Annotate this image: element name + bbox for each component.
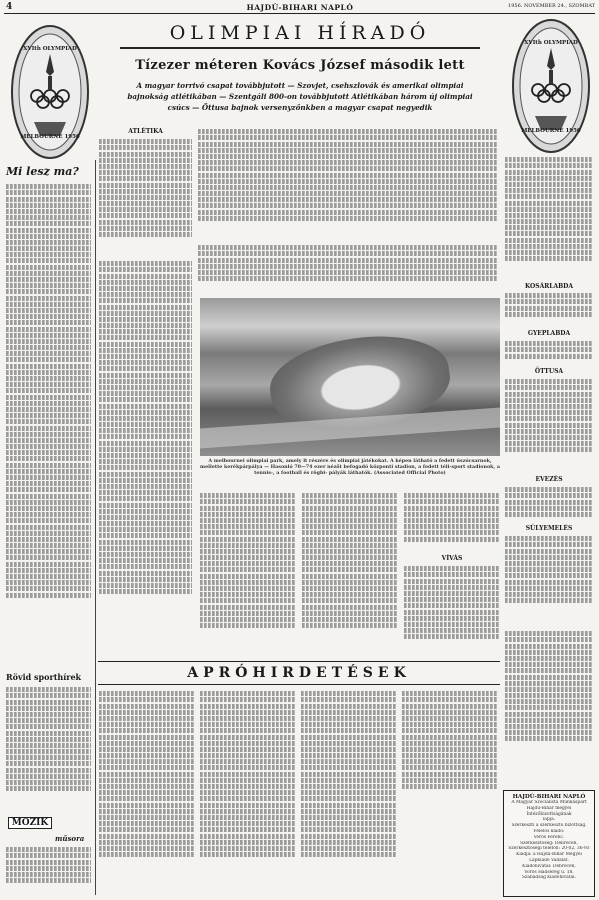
mid-col-3 <box>404 492 500 552</box>
masthead-rule <box>4 13 595 14</box>
center-second-text <box>198 244 498 294</box>
seal-right-top-text: XVIth OLYMPIAD <box>524 40 578 46</box>
mozik-body <box>6 846 91 896</box>
vivas-body <box>404 565 500 657</box>
sulyemeles-heading: SÚLYEMELÉS <box>525 525 573 532</box>
kosarlabda-body <box>505 292 593 326</box>
musora-heading: műsora <box>55 834 85 843</box>
ottusa-heading: ÖTTUSA <box>534 368 564 375</box>
olympic-seal-left <box>10 24 90 160</box>
ads-top-rule <box>98 661 500 662</box>
olympic-seal-right <box>511 18 591 154</box>
left-column-body <box>6 183 91 653</box>
imprint-line-4: Szerkeszti a szerkesztő bizottság. <box>511 823 587 829</box>
column-rule <box>95 160 96 895</box>
gyeplabda-heading: GYEPLABDA <box>527 330 571 337</box>
imprint-line-1: A Magyar Szocialista Munkáspárt <box>511 800 587 805</box>
imprint-line-2: Hajdú-Bihar megyei Intézőbizottságának <box>526 805 572 817</box>
atletika-heading: ATLÉTIKA <box>128 128 163 135</box>
photo-caption: A melbournei olimpiai park, amely lt részére és olimpiai játékokat. A képen látható a fedett úszócsarnok, mellette kerékpárpálya — Hasonló 70—74 ezer nézőt befogadó központi stadion, a fedett téli-sport stadionok, a tennis-, a football és rögbi- pályák láthatók. (Associated Official Photo) <box>200 458 500 476</box>
evezes-heading: EVEZÉS <box>535 476 563 483</box>
imprint-box <box>503 790 595 897</box>
mozik-heading: MOZIK <box>8 817 52 829</box>
ads-col-1 <box>99 690 194 895</box>
mid-col-1 <box>200 492 296 657</box>
seal-right-bottom-text: MELBOURNE 1956 <box>521 128 581 134</box>
sulyemeles-body <box>505 535 593 625</box>
page-number: 4 <box>6 2 13 12</box>
olympic-park-photo <box>200 298 500 456</box>
imprint-line-7: Szerkesztőség: Debrecen, <box>520 840 578 846</box>
main-headline: Tízezer méteren Kovács József második lett <box>135 58 465 73</box>
right-top-text <box>505 156 593 286</box>
atletika-lower-body <box>99 260 192 655</box>
imprint-line-13: Szabadság kiadóhivatal. <box>522 875 576 881</box>
ads-col-4 <box>402 690 498 810</box>
ads-title: APRÓHIRDETÉSEK <box>187 665 411 681</box>
mid-col-2 <box>302 492 398 657</box>
imprint-title: HAJDÚ-BIHARI NAPLÓ <box>512 794 586 800</box>
vivas-heading: VÍVÁS <box>441 555 463 562</box>
rovid-sporthirek-body <box>6 686 91 811</box>
sub-headline: A magyar torrivó csapat továbbjutott — Szovjet, csehszlovák és amerikai olimpiai bajnokság atlétikában — Szentgáli 800-on továbbjutott Atlétikában három új olimpiai csúcs — Öttusa bajnok versenyzőnkben a magyar csapat negyedik <box>127 81 473 112</box>
title-rule <box>120 47 480 49</box>
paper-name: HAJDÚ-BIHARI NAPLÓ <box>246 3 354 12</box>
ads-col-3 <box>301 690 396 895</box>
imprint-line-9: Kiadja: a Hajdú-Bihar Megyei <box>516 852 582 858</box>
right-lower-text <box>505 630 593 770</box>
imprint-line-12: Vörös Hadsereg u. 18. <box>524 869 574 875</box>
ads-col-2 <box>200 690 295 895</box>
kosarlabda-heading: KOSÁRLABDA <box>524 283 574 290</box>
imprint-line-3: lapja. <box>542 817 556 823</box>
center-lead-text <box>198 128 498 240</box>
seal-left-bottom-text: MELBOURNE 1956 <box>20 134 80 140</box>
imprint-line-10: Lapkiadó Vállalat. <box>529 857 569 863</box>
mi-lesz-ma-heading: Mi lesz ma? <box>6 165 79 178</box>
issue-date: 1956. NOVEMBER 24., SZOMBAT <box>508 3 595 9</box>
ottusa-body <box>505 378 593 474</box>
atletika-column-body <box>99 138 192 256</box>
imprint-line-8: Szerkesztőségi telefon: 20-02, 36-93 <box>508 846 590 852</box>
rovid-sporthirek-heading: Rövid sporthírek <box>6 672 82 682</box>
ads-bottom-rule <box>98 684 500 685</box>
imprint-line-5: Felelős kiadó: <box>533 828 565 834</box>
imprint-line-6: Vörös Ferenc. <box>533 834 565 840</box>
evezes-body <box>505 486 593 522</box>
section-title: OLIMPIAI HÍRADÓ <box>169 22 431 44</box>
gyeplabda-body <box>505 340 593 364</box>
imprint-line-11: Kiadóhivatal: Debrecen, <box>522 863 576 869</box>
seal-left-top-text: XVIth OLYMPIAD <box>23 46 77 52</box>
